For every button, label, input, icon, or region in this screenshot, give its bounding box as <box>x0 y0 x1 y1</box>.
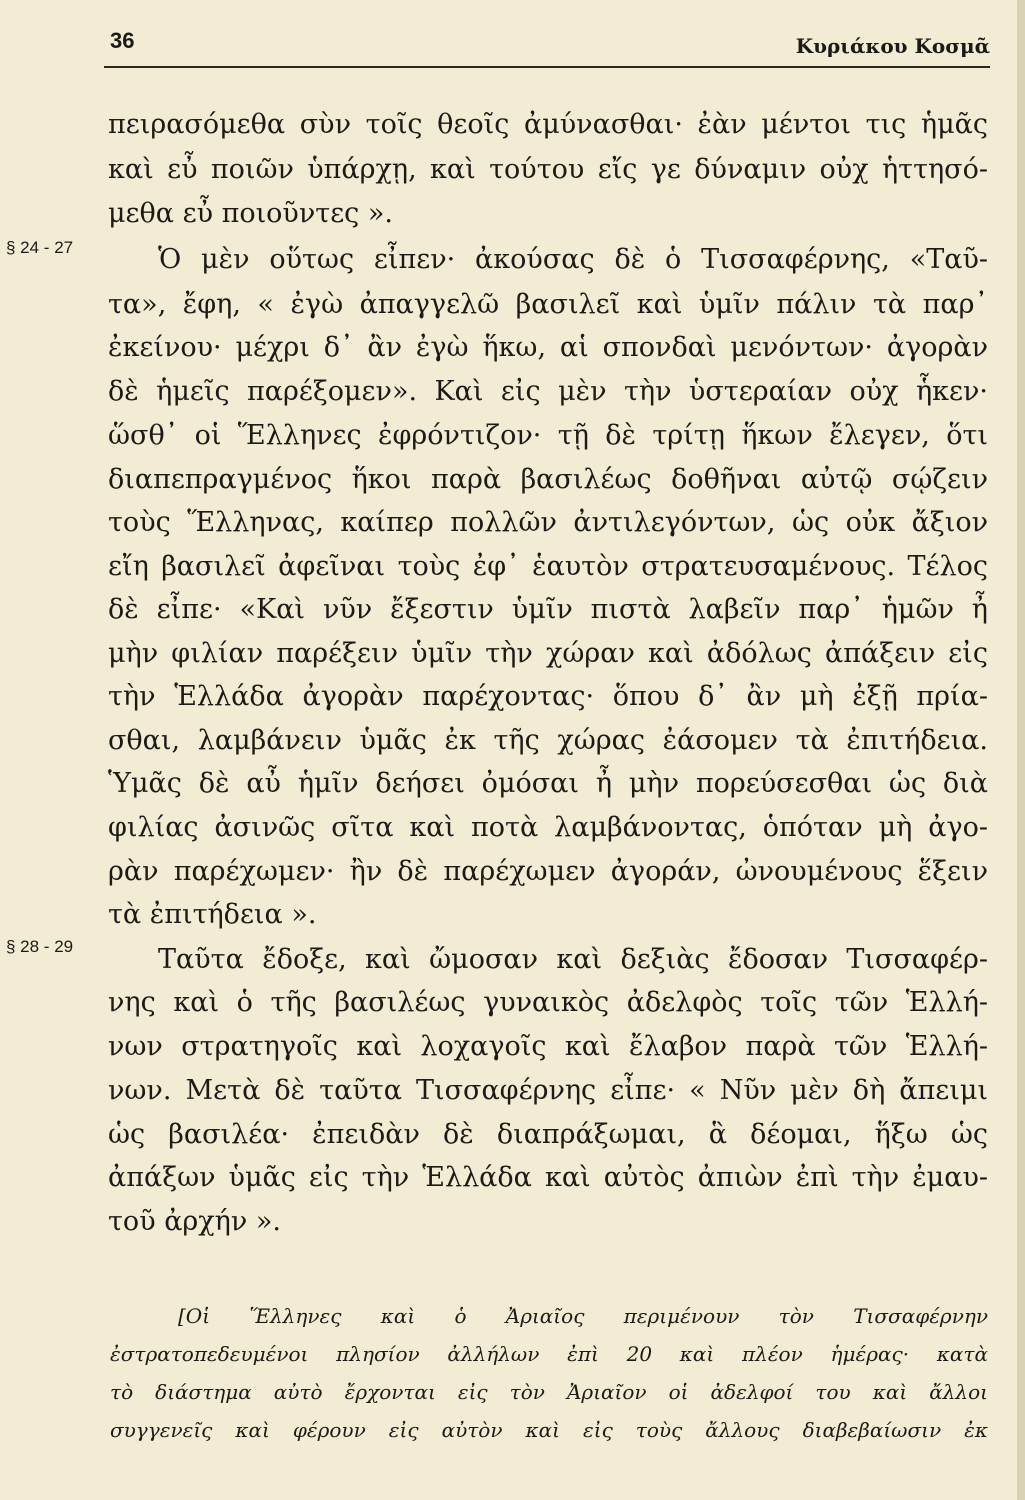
note-line: συγγενεῖς καὶ φέρουν εἰς αὐτὸν καὶ εἰς τοὺς ἄλλους διαβεβαίωσιν ἐκ <box>110 1418 988 1442</box>
text-line: Ὁ μὲν οὕτως εἶπεν· ἀκούσας δὲ ὁ Τισσαφέρνης, «Ταῦ- <box>158 244 988 275</box>
text-line: τα», ἔφη, « ἐγὼ ἀπαγγελῶ βασιλεῖ καὶ ὑμῖν πάλιν τὰ παρ᾿ <box>108 289 988 320</box>
section-marker: § 24 - 27 <box>6 238 74 257</box>
text-line: νης καὶ ὁ τῆς βασιλέως γυναικὸς ἀδελφὸς τοῖς τῶν Ἑλλή- <box>108 987 988 1018</box>
text-line: μεθα εὖ ποιοῦντες ». <box>108 198 393 229</box>
note-line: ἐστρατοπεδευμένοι πλησίον ἀλλήλων ἐπὶ 20 καὶ πλέον ἡμέρας· κατὰ <box>110 1342 988 1366</box>
page-header <box>104 22 990 68</box>
text-line: φιλίας ἀσινῶς σῖτα καὶ ποτὰ λαμβάνοντας, ὁπόταν μὴ ἀγο- <box>108 812 988 843</box>
text-line: σθαι, λαμβάνειν ὑμᾶς ἐκ τῆς χώρας ἐάσομεν τὰ ἐπιτήδεια. <box>108 725 988 756</box>
text-line: δὲ ἡμεῖς παρέξομεν». Καὶ εἰς μὲν τὴν ὑστεραίαν οὐχ ἧκεν· <box>108 376 988 407</box>
text-line: ὥσθ᾿ οἱ Ἕλληνες ἐφρόντιζον· τῇ δὲ τρίτῃ ἥκων ἔλεγεν, ὅτι <box>108 420 988 451</box>
text-line: ἀπάξων ὑμᾶς εἰς τὴν Ἑλλάδα καὶ αὐτὸς ἀπιὼν ἐπὶ τὴν ἐμαυ- <box>108 1162 988 1193</box>
text-line: ρὰν παρέχωμεν· ἢν δὲ παρέχωμεν ἀγοράν, ὠνουμένους ἕξειν <box>108 856 988 887</box>
text-line: δὲ εἶπε· «Καὶ νῦν ἔξεστιν ὑμῖν πιστὰ λαβεῖν παρ᾿ ἡμῶν ἦ <box>108 594 988 625</box>
text-line: νων. Μετὰ δὲ ταῦτα Τισσαφέρνης εἶπε· « Νῦν μὲν δὴ ἄπειμι <box>108 1075 988 1106</box>
text-line: διαπεπραγμένος ἥκοι παρὰ βασιλέως δοθῆναι αὐτῷ σῴζειν <box>108 464 988 495</box>
text-line: ὡς βασιλέα· ἐπειδὰν δὲ διαπράξωμαι, ἃ δέομαι, ἥξω ὡς <box>108 1119 988 1150</box>
text-line: Ταῦτα ἔδοξε, καὶ ὤμοσαν καὶ δεξιὰς ἔδοσαν Τισσαφέρ- <box>158 944 988 975</box>
text-line: πειρασόμεθα σὺν τοῖς θεοῖς ἀμύνασθαι· ἐὰν μέντοι τις ἡμᾶς <box>108 109 988 140</box>
text-line: μὴν φιλίαν παρέξειν ὑμῖν τὴν χώραν καὶ ἀδόλως ἀπάξειν εἰς <box>108 638 988 669</box>
section-marker: § 28 - 29 <box>6 937 74 956</box>
text-line: καὶ εὖ ποιῶν ὑπάρχῃ, καὶ τούτου εἴς γε δύναμιν οὐχ ἡττησό- <box>108 154 988 185</box>
running-head: Κυριάκου Κοσμᾶ <box>795 34 990 58</box>
page-edge <box>1017 0 1025 1500</box>
text-line: τοῦ ἀρχήν ». <box>108 1206 281 1237</box>
note-line: [Οἱ Ἕλληνες καὶ ὁ Ἀριαῖος περιμένουν τὸν Τισσαφέρνην <box>178 1304 988 1328</box>
text-line: Ὑμᾶς δὲ αὖ ἡμῖν δεήσει ὀμόσαι ἦ μὴν πορεύσεσθαι ὡς διὰ <box>108 768 988 799</box>
text-line: τὰ ἐπιτήδεια ». <box>108 899 317 930</box>
text-line: τοὺς Ἕλληνας, καίπερ πολλῶν ἀντιλεγόντων, ὡς οὐκ ἄξιον <box>108 507 988 538</box>
text-line: ἐκείνου· μέχρι δ᾿ ἂν ἐγὼ ἥκω, αἱ σπονδαὶ μενόντων· ἀγορὰν <box>108 332 988 363</box>
text-line: τὴν Ἑλλάδα ἀγορὰν παρέχοντας· ὅπου δ᾿ ἂν μὴ ἐξῇ πρία- <box>108 681 988 712</box>
page-number: 36 <box>110 28 135 53</box>
text-line: εἴη βασιλεῖ ἀφεῖναι τοὺς ἐφ᾿ ἑαυτὸν στρατευσαμένους. Τέλος <box>108 551 988 582</box>
text-line: νων στρατηγοῖς καὶ λοχαγοῖς καὶ ἔλαβον παρὰ τῶν Ἑλλή- <box>108 1031 988 1062</box>
note-line: τὸ διάστημα αὐτὸ ἔρχονται εἰς τὸν Ἀριαῖον οἱ ἀδελφοί του καὶ ἄλλοι <box>110 1380 988 1404</box>
